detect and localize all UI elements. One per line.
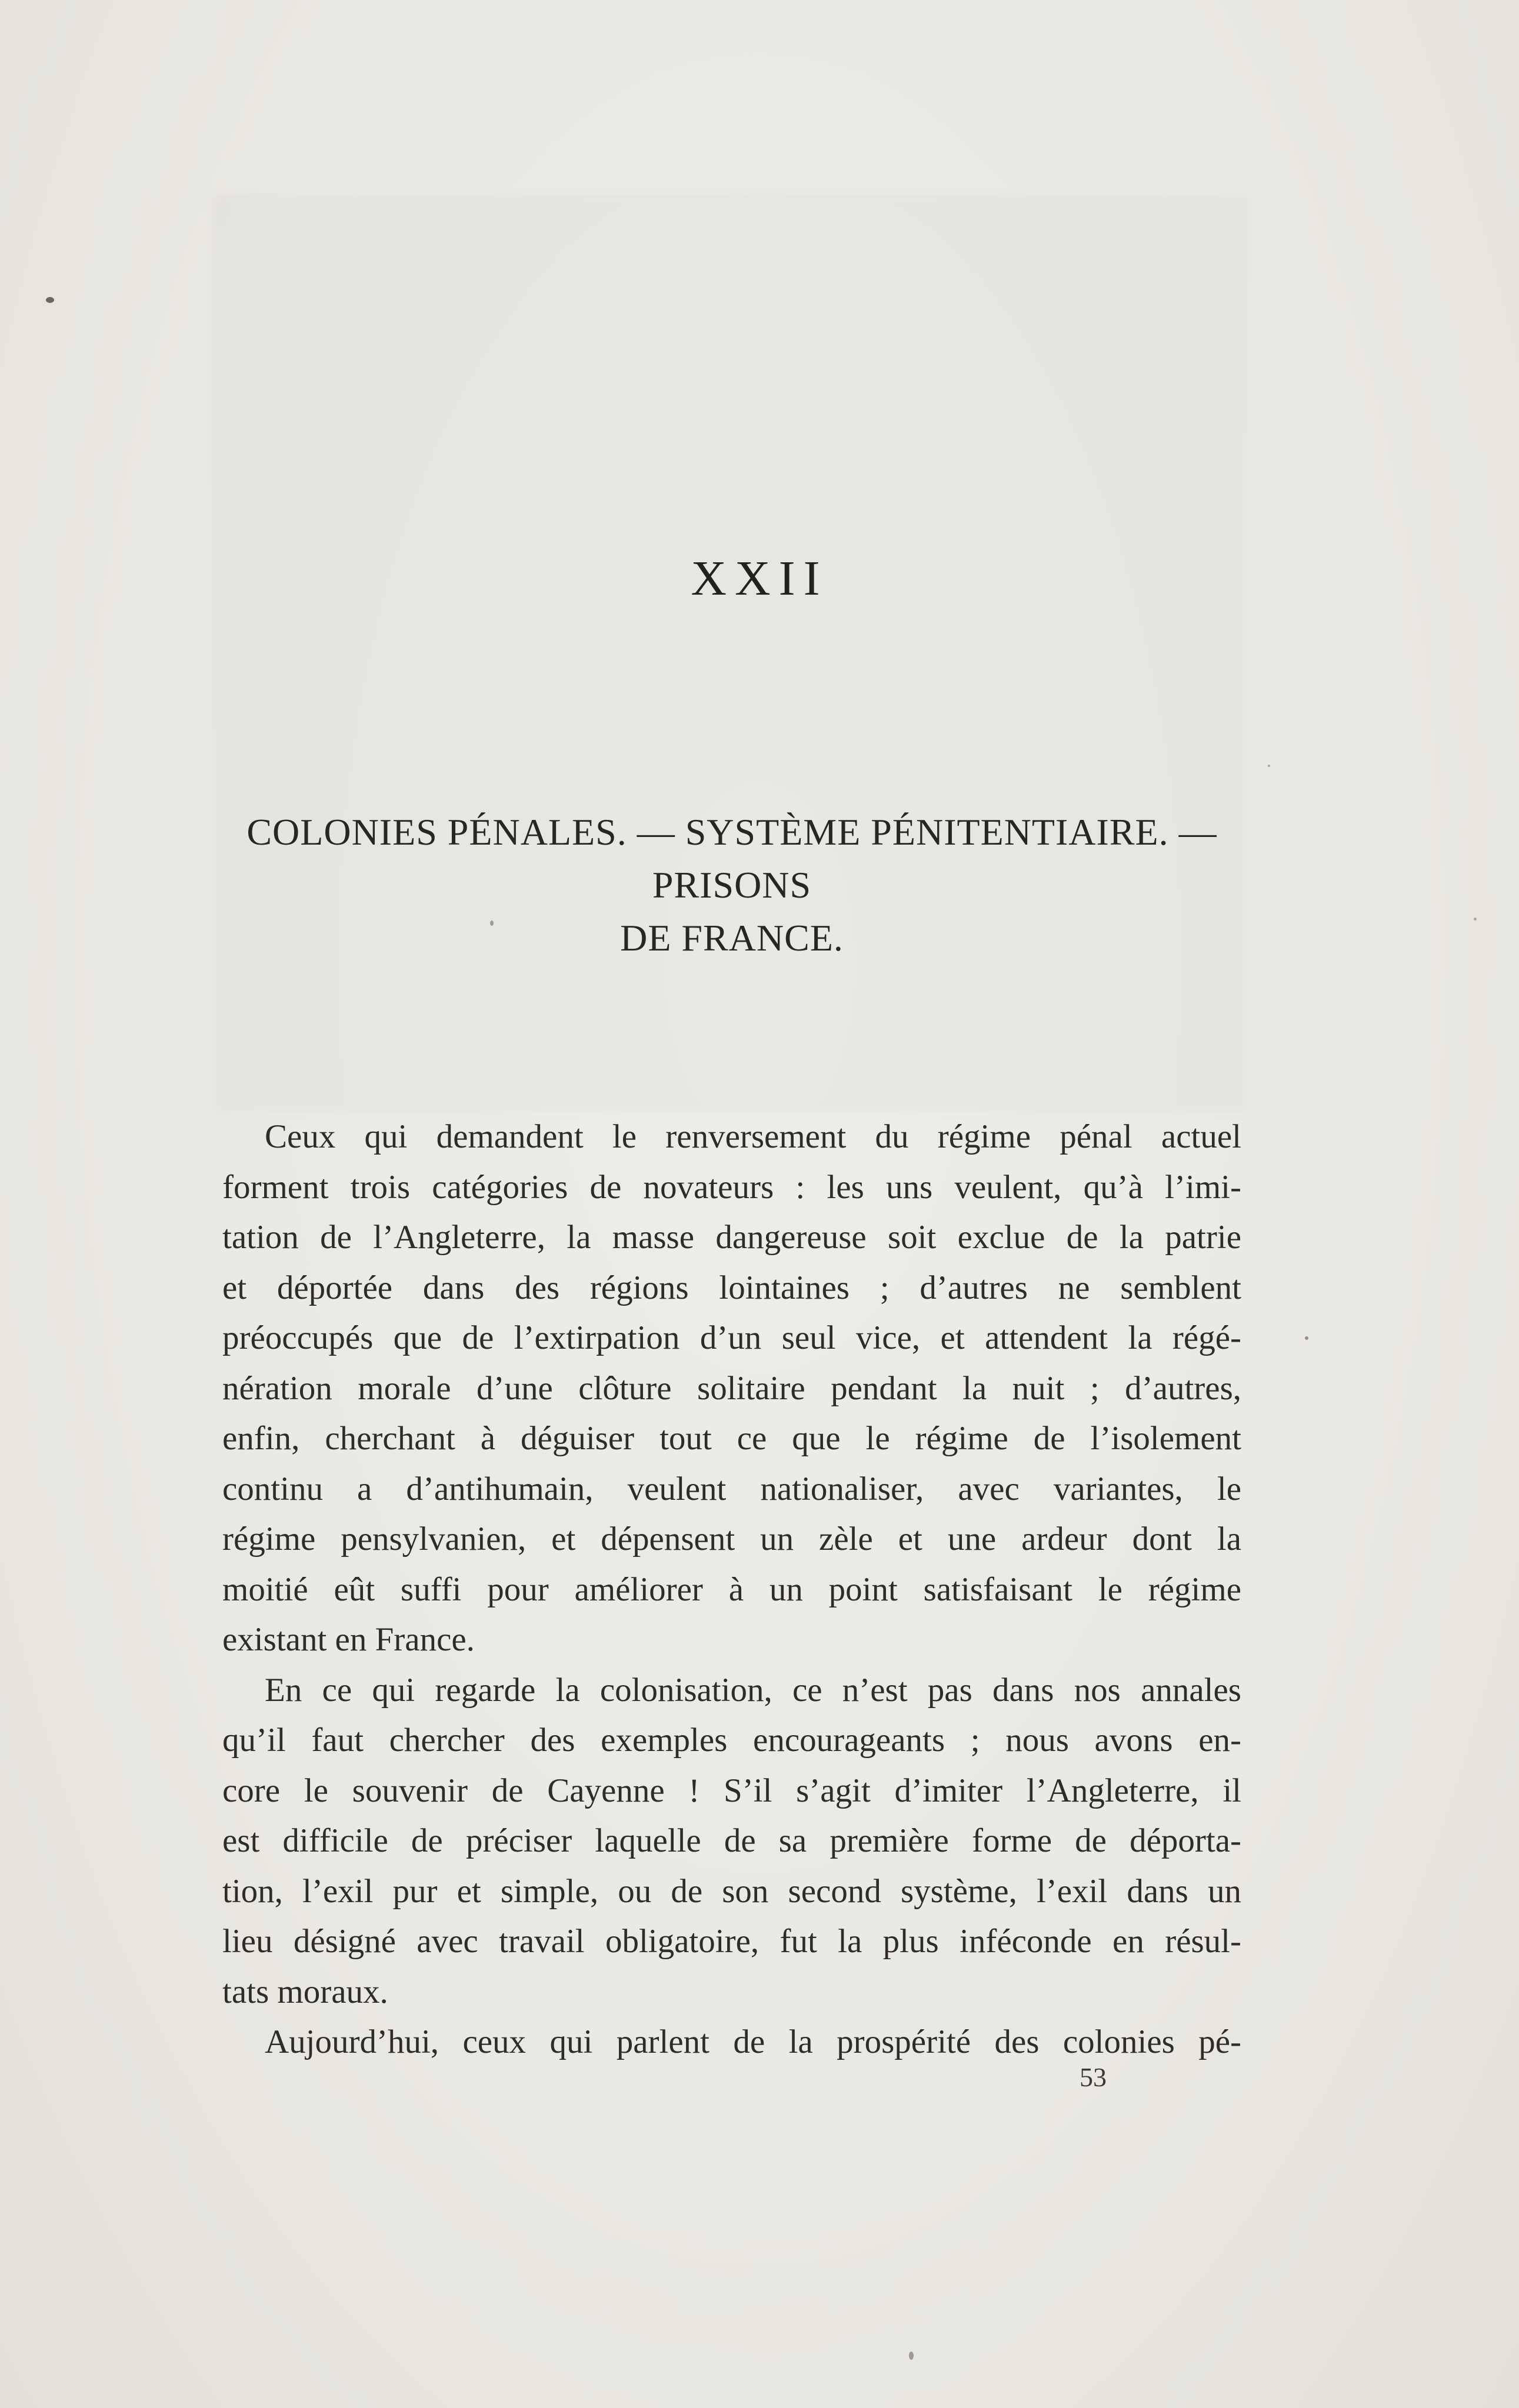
chapter-title [222, 806, 1241, 965]
text-line: Aujourd’hui, ceux qui parlent de la prospérité des colonies pé- [265, 2023, 1241, 2060]
text-line: core le souvenir de Cayenne ! S’il s’agit d’imiter l’Angleterre, il [222, 1772, 1241, 1809]
text-line: préoccupés que de l’extirpation d’un seul vice, et attendent la régé- [222, 1319, 1241, 1356]
text-line: existant en France. [222, 1621, 475, 1658]
text-line: Ceux qui demandent le renversement du régime pénal actuel [265, 1118, 1241, 1155]
paper-speck [909, 2352, 914, 2360]
text-line: enfin, cherchant à déguiser tout ce que le régime de l’isolement [222, 1420, 1241, 1457]
chapter-title-line: DE FRANCE. [620, 917, 844, 959]
paper-speck [46, 297, 54, 303]
bleed-through [212, 194, 1247, 1112]
text-line: nération morale d’une clôture solitaire pendant la nuit ; d’autres, [222, 1369, 1241, 1407]
body-text [222, 1112, 1241, 2067]
text-line: tation de l’Angleterre, la masse dangereuse soit exclue de la patrie [222, 1219, 1241, 1256]
text-line: et déportée dans des régions lointaines ; d’autres ne semblent [222, 1269, 1241, 1306]
text-line: lieu désigné avec travail obligatoire, fut la plus inféconde en résul- [222, 1923, 1241, 1960]
chapter-number: XXII [691, 551, 828, 606]
text-line: forment trois catégories de novateurs : les uns veulent, qu’à l’imi- [222, 1168, 1241, 1206]
paper-speck [1268, 765, 1270, 767]
page-number: 53 [1080, 2062, 1107, 2092]
paper-speck [1305, 1336, 1308, 1340]
text-line: continu a d’antihumain, veulent nationaliser, avec variantes, le [222, 1470, 1241, 1507]
text-line: tats moraux. [222, 1973, 388, 2010]
paragraph [222, 1112, 1241, 1665]
text-line: tion, l’exil pur et simple, ou de son second système, l’exil dans un [222, 1872, 1241, 1910]
paper-speck [1474, 918, 1477, 920]
chapter-title-line: COLONIES PÉNALES. — SYSTÈME PÉNITENTIAIRE. — PRISONS [246, 811, 1217, 906]
text-line: régime pensylvanien, et dépensent un zèle et une ardeur dont la [222, 1520, 1241, 1557]
paragraph [222, 2017, 1241, 2067]
paragraph [222, 1665, 1241, 2017]
text-line: qu’il faut chercher des exemples encourageants ; nous avons en- [222, 1722, 1241, 1759]
text-line: moitié eût suffi pour améliorer à un point satisfaisant le régime [222, 1570, 1241, 1608]
text-line: En ce qui regarde la colonisation, ce n’est pas dans nos annales [265, 1671, 1241, 1709]
text-line: est difficile de préciser laquelle de sa première forme de déporta- [222, 1822, 1241, 1859]
